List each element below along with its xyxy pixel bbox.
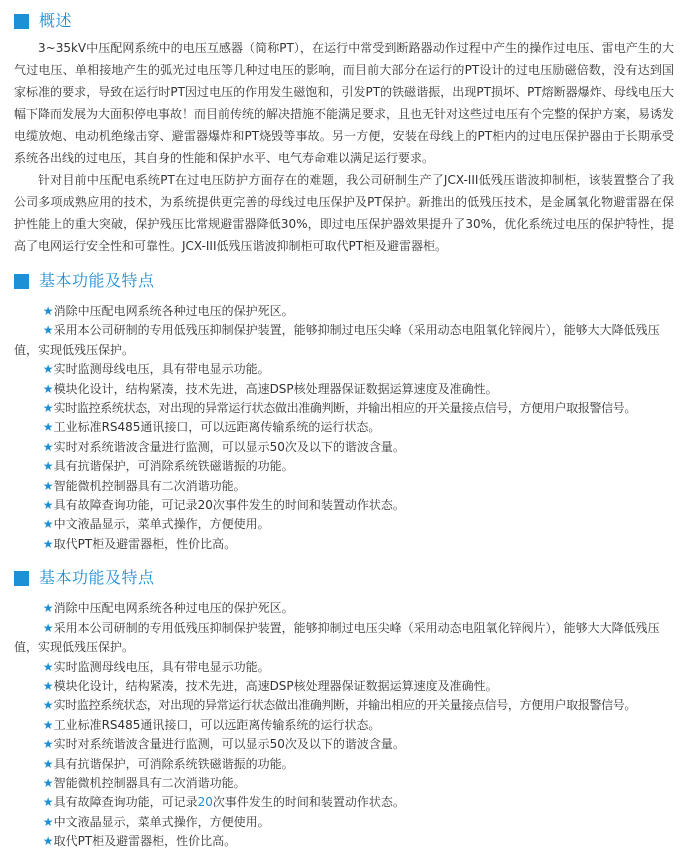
star-icon: ★ — [42, 459, 54, 474]
star-icon: ★ — [42, 401, 54, 416]
list-item: ★取代PT柜及避雷器柜，性价比高。 — [42, 536, 237, 551]
list-item: ★实时监控系统状态，对出现的异常运行状态做出准确判断，并输出相应的开关量接点信号，方便用户取报警信号。 — [42, 698, 637, 713]
star-icon: ★ — [42, 601, 54, 616]
list-item: ★实时监测母线电压，具有带电显示功能。 — [42, 362, 270, 377]
star-icon: ★ — [42, 536, 54, 551]
features-heading-2 — [0, 567, 688, 589]
list-item: ★中文液晶显示，菜单式操作，方便使用。 — [42, 517, 270, 532]
list-item: ★中文液晶显示，菜单式操作，方便使用。 — [42, 814, 270, 829]
list-item: ★消除中压配电网系统各种过电压的保护死区。 — [42, 601, 294, 616]
list-item: ★采用本公司研制的专用低残压抑制保护装置，能够抑制过电压尖峰（采用动态电阻氧化锌阀片），能够大大降低残压值，实现低残压保护。 — [14, 620, 660, 655]
list-item: ★实时监测母线电压，具有带电显示功能。 — [42, 659, 270, 674]
list-item: ★智能微机控制器具有二次消谐功能。 — [42, 775, 246, 790]
star-icon: ★ — [42, 678, 54, 693]
list-item: ★模块化设计，结构紧凑，技术先进，高速DSP核处理器保证数据运算速度及准确性。 — [42, 678, 498, 693]
star-icon: ★ — [42, 304, 54, 318]
overview-heading — [0, 10, 688, 32]
star-icon: ★ — [42, 381, 54, 396]
list-item: ★消除中压配电网系统各种过电压的保护死区。 — [42, 304, 294, 318]
star-icon: ★ — [42, 717, 54, 732]
features-list-2 — [14, 599, 674, 851]
features-heading-1 — [0, 270, 688, 292]
star-icon: ★ — [42, 795, 54, 810]
star-icon: ★ — [42, 834, 54, 849]
list-item: ★具有抗谐保护，可消除系统铁磁谐振的功能。 — [42, 756, 294, 771]
star-icon: ★ — [42, 498, 54, 513]
list-item: ★具有故障查询功能，可记录20次事件发生的时间和装置动作状态。 — [42, 795, 405, 810]
list-item: ★实时监控系统状态，对出现的异常运行状态做出准确判断，并输出相应的开关量接点信号，方便用户取报警信号。 — [42, 401, 637, 416]
star-icon: ★ — [42, 814, 54, 829]
star-icon: ★ — [42, 323, 54, 338]
list-item: ★具有故障查询功能，可记录20次事件发生的时间和装置动作状态。 — [42, 498, 405, 513]
list-item: ★实时对系统谐波含量进行监测，可以显示50次及以下的谐波含量。 — [42, 737, 405, 752]
overview-paragraph-2: 针对目前中压配电系统PT在过电压防护方面存在的难题，我公司研制生产了JCX-III低残压谐波抑制柜，该装置整合了我公司多项成熟应用的技术，为系统提供更完善的母线过电压保护及PT保护。新推出的低残压技术，是金属氧化物避雷器在保护性能上的重大突破，保护残压比常规避雷器降低30%，即过电压保护器效果提升了30%，优化系统过电压的保护特性，提高了电网运行安全性和可靠性。JCX-III低残压谐波抑制柜可取代PT柜及避雷器柜。 — [14, 173, 674, 253]
list-item: ★模块化设计，结构紧凑，技术先进，高速DSP核处理器保证数据运算速度及准确性。 — [42, 381, 498, 396]
star-icon: ★ — [42, 439, 54, 454]
star-icon: ★ — [42, 698, 54, 713]
star-icon: ★ — [42, 737, 54, 752]
star-icon: ★ — [42, 517, 54, 532]
star-icon: ★ — [42, 659, 54, 674]
square-bullet-icon — [14, 14, 29, 29]
star-icon: ★ — [42, 420, 54, 435]
list-item: ★采用本公司研制的专用低残压抑制保护装置，能够抑制过电压尖峰（采用动态电阻氧化锌阀片），能够大大降低残压值，实现低残压保护。 — [14, 323, 660, 357]
section-title: 概述 — [39, 11, 73, 30]
list-item: ★实时对系统谐波含量进行监测，可以显示50次及以下的谐波含量。 — [42, 439, 405, 454]
list-item: ★具有抗谐保护，可消除系统铁磁谐振的功能。 — [42, 459, 294, 474]
star-icon: ★ — [42, 620, 54, 635]
star-icon: ★ — [42, 775, 54, 790]
list-item: ★取代PT柜及避雷器柜，性价比高。 — [42, 834, 237, 849]
overview-paragraph-1: 3~35kV中压配网系统中的电压互感器（简称PT），在运行中常受到断路器动作过程中产生的操作过电压、雷电产生的大气过电压、单相接地产生的弧光过电压等几种过电压的影响，而目前大部分在运行的PT设计的过电压励磁倍数，没有达到国家标准的要求，导致在运行时PT因过电压的作用发生磁饱和，引发PT的铁磁谐振，出现PT损坏、PT熔断器爆炸、母线电压大幅下降而发展为大面积停电事故！而目前传统的解决措施不能满足要求，且也无针对这些过电压有个完整的保护方案，易诱发电缆放炮、电动机绝缘击穿、避雷器爆炸和PT烧毁等事故。另一方便，安装在母线上的PT柜内的过电压保护器由于长期承受系统各出线的过电压，其自身的性能和保护水平、电气寿命难以满足运行要求。 — [14, 41, 675, 165]
square-bullet-icon — [14, 274, 29, 289]
highlighted-number: 20 — [197, 795, 213, 810]
square-bullet-icon — [14, 571, 29, 586]
section-title: 基本功能及特点 — [39, 271, 155, 290]
list-item: ★工业标准RS485通讯接口，可以远距离传输系统的运行状态。 — [42, 717, 381, 732]
star-icon: ★ — [42, 756, 54, 771]
list-item: ★智能微机控制器具有二次消谐功能。 — [42, 478, 246, 493]
section-title: 基本功能及特点 — [39, 568, 155, 588]
list-item: ★工业标准RS485通讯接口，可以远距离传输系统的运行状态。 — [42, 420, 381, 435]
star-icon: ★ — [42, 478, 54, 493]
features-list-1 — [14, 302, 674, 554]
star-icon: ★ — [42, 362, 54, 377]
